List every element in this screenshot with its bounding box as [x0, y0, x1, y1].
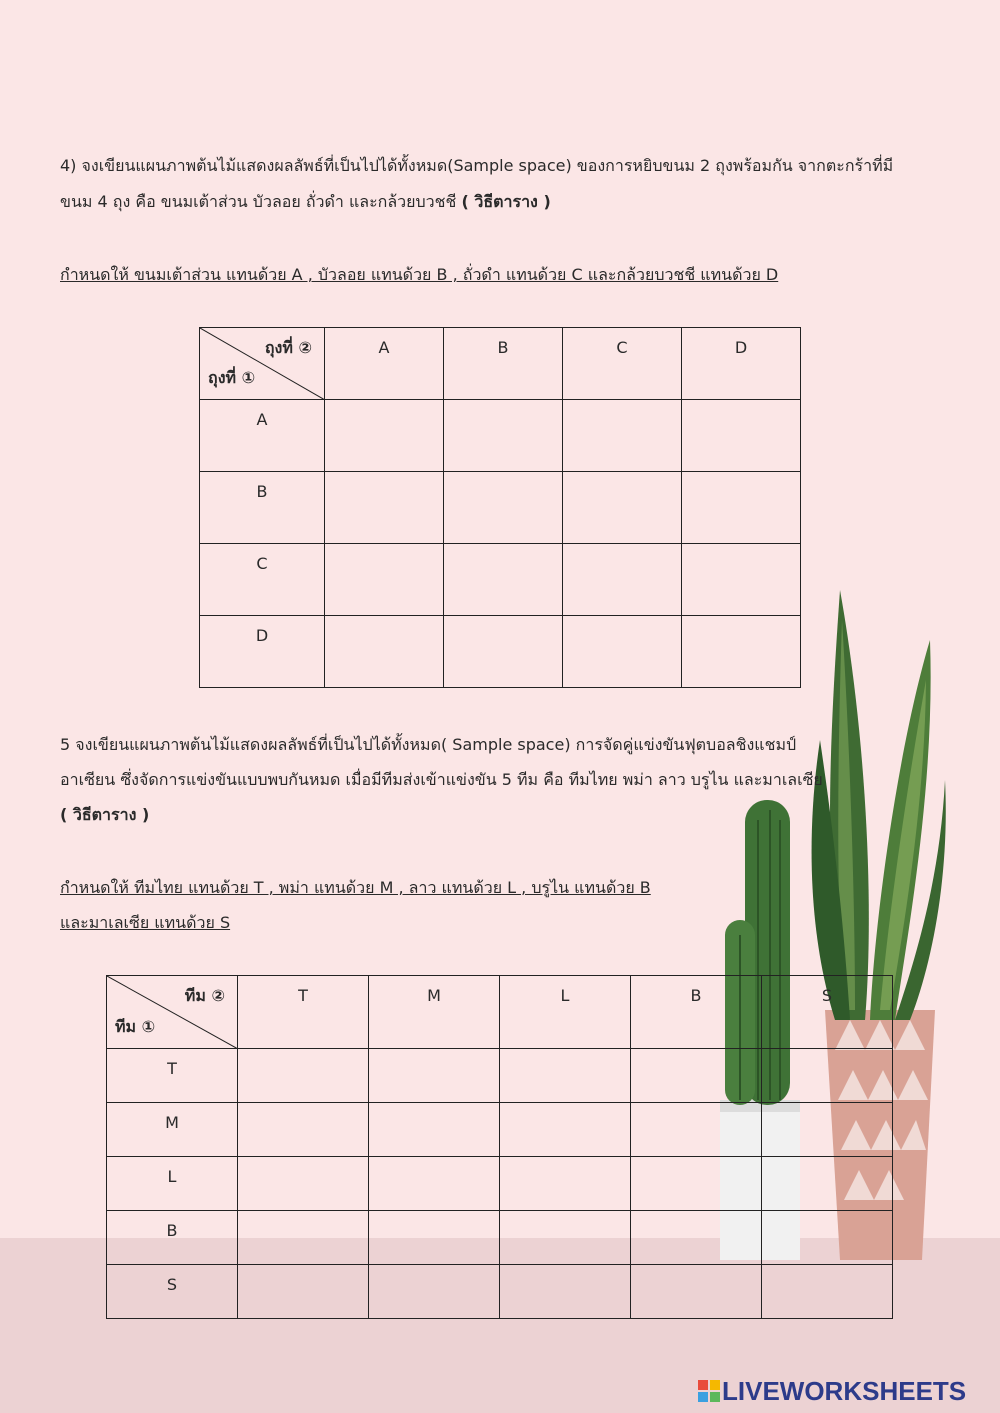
q4-text-line-2	[60, 190, 551, 215]
q5-row-header: L	[107, 1157, 238, 1211]
q5-column-header: S	[762, 976, 893, 1049]
q5-column-header: B	[631, 976, 762, 1049]
q4-answer-cell[interactable]	[325, 544, 444, 616]
q5-answer-cell[interactable]	[500, 1103, 631, 1157]
liveworksheets-logo[interactable]	[698, 1376, 966, 1407]
q4-column-header: D	[682, 328, 801, 400]
q4-given-definition: กำหนดให้ ขนมเต้าส่วน แทนด้วย A , บัวลอย แทนด้วย B , ถั่วดำ แทนด้วย C และกล้วยบวชชี แทนด้วย D	[60, 265, 779, 284]
q4-corner-top-label: ถุงที่ ②	[264, 338, 312, 357]
q5-answer-cell[interactable]	[631, 1157, 762, 1211]
q5-column-header: M	[369, 976, 500, 1049]
q4-text-line-2-body: ขนม 4 ถุง คือ ขนมเต้าส่วน บัวลอย ถั่วดำ และกล้วยบวชชี	[60, 192, 457, 211]
q5-table-row	[107, 1103, 893, 1157]
q5-answer-cell[interactable]	[762, 1211, 893, 1265]
q5-answer-cell[interactable]	[631, 1049, 762, 1103]
q4-answer-cell[interactable]	[325, 400, 444, 472]
q5-answer-cell[interactable]	[369, 1157, 500, 1211]
q5-table-corner-cell	[107, 976, 238, 1049]
q5-answer-cell[interactable]	[500, 1265, 631, 1319]
q4-answer-cell[interactable]	[563, 400, 682, 472]
q5-answer-cell[interactable]	[500, 1157, 631, 1211]
q5-answer-cell[interactable]	[762, 1049, 893, 1103]
q5-row-header: B	[107, 1211, 238, 1265]
q4-answer-cell[interactable]	[563, 544, 682, 616]
q5-answer-cell[interactable]	[369, 1211, 500, 1265]
q4-answer-cell[interactable]	[563, 472, 682, 544]
q5-answer-cell[interactable]	[369, 1049, 500, 1103]
q5-table-row	[107, 1049, 893, 1103]
q4-table-row	[200, 544, 801, 616]
q4-column-header: A	[325, 328, 444, 400]
q5-answer-cell[interactable]	[762, 1157, 893, 1211]
q5-table-row	[107, 1211, 893, 1265]
q5-answer-cell[interactable]	[500, 1049, 631, 1103]
q4-answer-cell[interactable]	[444, 616, 563, 688]
q5-table-row	[107, 1157, 893, 1211]
q4-answer-cell[interactable]	[682, 616, 801, 688]
q5-answer-cell[interactable]	[500, 1211, 631, 1265]
q5-given-definition-1: กำหนดให้ ทีมไทย แทนด้วย T , พม่า แทนด้วย M , ลาว แทนด้วย L , บรูไน แทนด้วย B	[60, 878, 651, 897]
q5-given-definition-2: และมาเลเซีย แทนด้วย S	[60, 913, 231, 932]
q4-corner-bottom-label: ถุงที่ ①	[208, 368, 256, 387]
q5-answer-cell[interactable]	[238, 1049, 369, 1103]
q5-column-header: L	[500, 976, 631, 1049]
q5-outcome-table	[106, 975, 893, 1319]
q4-answer-cell[interactable]	[682, 544, 801, 616]
q4-answer-cell[interactable]	[682, 472, 801, 544]
q4-answer-cell[interactable]	[444, 544, 563, 616]
q4-outcome-table	[199, 327, 801, 688]
q4-answer-cell[interactable]	[325, 616, 444, 688]
q5-answer-cell[interactable]	[238, 1157, 369, 1211]
q4-column-header: B	[444, 328, 563, 400]
q5-answer-cell[interactable]	[238, 1265, 369, 1319]
q4-answer-cell[interactable]	[563, 616, 682, 688]
q4-table-header-row	[200, 328, 801, 400]
q5-column-header: T	[238, 976, 369, 1049]
q4-method-label: ( วิธีตาราง )	[461, 192, 551, 211]
q5-answer-cell[interactable]	[369, 1265, 500, 1319]
q4-row-header: A	[200, 400, 325, 472]
q5-answer-cell[interactable]	[631, 1103, 762, 1157]
q5-corner-top-label: ทีม ②	[184, 986, 225, 1005]
q5-answer-cell[interactable]	[631, 1265, 762, 1319]
q4-table-row	[200, 472, 801, 544]
q4-row-header: B	[200, 472, 325, 544]
q4-row-header: D	[200, 616, 325, 688]
q5-answer-cell[interactable]	[631, 1211, 762, 1265]
q4-answer-cell[interactable]	[444, 400, 563, 472]
q5-table-header-row	[107, 976, 893, 1049]
q4-row-header: C	[200, 544, 325, 616]
q5-answer-cell[interactable]	[762, 1103, 893, 1157]
q5-table-row	[107, 1265, 893, 1319]
q4-answer-cell[interactable]	[325, 472, 444, 544]
q5-text-line-1: 5 จงเขียนแผนภาพต้นไม้แสดงผลลัพธ์ที่เป็นไปได้ทั้งหมด( Sample space) การจัดคู่แข่งขันฟุตบอลชิงแชมป์	[60, 735, 797, 754]
q5-answer-cell[interactable]	[238, 1211, 369, 1265]
q4-answer-cell[interactable]	[682, 400, 801, 472]
q5-method-label: ( วิธีตาราง )	[60, 805, 150, 824]
q4-answer-cell[interactable]	[444, 472, 563, 544]
logo-blocks-icon	[698, 1380, 720, 1402]
q5-text-line-2: อาเซียน ซึ่งจัดการแข่งขันแบบพบกันหมด เมื่อมีทีมส่งเข้าแข่งขัน 5 ทีม คือ ทีมไทย พม่า ลาว บรูไน และมาเลเซีย	[60, 770, 823, 789]
logo-text: LIVEWORKSHEETS	[722, 1376, 967, 1406]
q5-answer-cell[interactable]	[369, 1103, 500, 1157]
q5-row-header: T	[107, 1049, 238, 1103]
q4-table-corner-cell	[200, 328, 325, 400]
q5-answer-cell[interactable]	[762, 1265, 893, 1319]
q5-answer-cell[interactable]	[238, 1103, 369, 1157]
q4-table-row	[200, 616, 801, 688]
q4-text-line-1: 4) จงเขียนแผนภาพต้นไม้แสดงผลลัพธ์ที่เป็นไปได้ทั้งหมด(Sample space) ของการหยิบขนม 2 ถุงพร้อมกัน จากตะกร้าที่มี	[60, 156, 894, 175]
q5-row-header: S	[107, 1265, 238, 1319]
q4-table-row	[200, 400, 801, 472]
q5-row-header: M	[107, 1103, 238, 1157]
q4-column-header: C	[563, 328, 682, 400]
q5-corner-bottom-label: ทีม ①	[115, 1017, 156, 1036]
